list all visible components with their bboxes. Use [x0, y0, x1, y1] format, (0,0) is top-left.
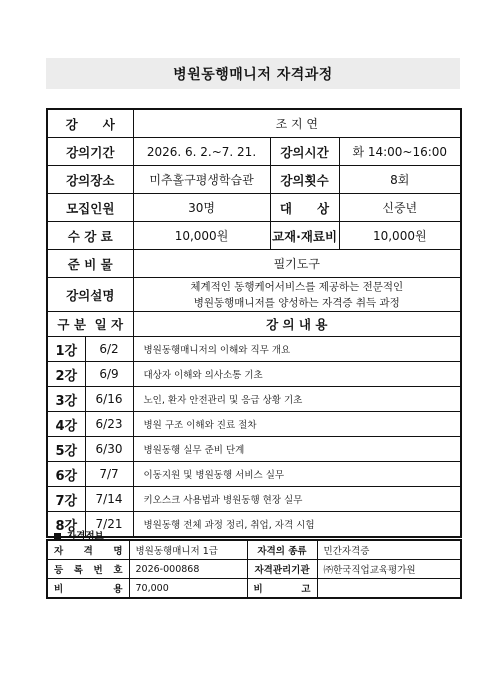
time-label: 강의시간: [270, 138, 339, 166]
place-value: 미추홀구평생학습관: [133, 166, 270, 194]
session-number: 8강: [47, 512, 85, 538]
cert-row-name: [47, 540, 461, 560]
session-content: 이동지원 및 병원동행 서비스 실무: [133, 462, 461, 487]
cert-note-label: 비 고: [247, 579, 317, 599]
place-row: [47, 166, 461, 194]
count-value: 8회: [339, 166, 461, 194]
schedule-header-left: 구 분 일 자: [47, 312, 133, 337]
instructor-row: [47, 109, 461, 138]
cert-reg-value: 2026-000868: [129, 560, 247, 579]
session-date: 6/30: [85, 437, 133, 462]
period-row: [47, 138, 461, 166]
cert-cost-value: 70,000: [129, 579, 247, 599]
desc-value: [133, 278, 461, 312]
schedule-row: [47, 512, 461, 538]
period-label: 강의기간: [47, 138, 133, 166]
schedule-row: [47, 487, 461, 512]
schedule-header-right: 강 의 내 용: [133, 312, 461, 337]
schedule-row: [47, 412, 461, 437]
place-label: 강의장소: [47, 166, 133, 194]
prep-row: [47, 250, 461, 278]
session-date: 6/9: [85, 362, 133, 387]
session-content: 키오스크 사용법과 병원동행 현장 실무: [133, 487, 461, 512]
schedule-row: [47, 337, 461, 362]
course-info-table: [46, 108, 462, 538]
capacity-label: 모집인원: [47, 194, 133, 222]
session-number: 4강: [47, 412, 85, 437]
cert-org-value: ㈜한국직업교육평가원: [317, 560, 461, 579]
capacity-value: 30명: [133, 194, 270, 222]
page-title: [46, 58, 460, 89]
session-content: 대상자 이해와 의사소통 기초: [133, 362, 461, 387]
session-content: 병원동행 실무 준비 단계: [133, 437, 461, 462]
cert-org-label: 자격관리기관: [247, 560, 317, 579]
fee-value: 10,000원: [133, 222, 270, 250]
session-number: 1강: [47, 337, 85, 362]
target-value: 신중년: [339, 194, 461, 222]
cert-reg-label: 등 록 번 호: [47, 560, 129, 579]
session-date: 6/23: [85, 412, 133, 437]
period-value: 2026. 6. 2.~7. 21.: [133, 138, 270, 166]
desc-line-1: 체계적인 동행케어서비스를 제공하는 전문적인: [190, 280, 404, 293]
session-date: 7/7: [85, 462, 133, 487]
session-content: 노인, 환자 안전관리 및 응급 상황 기초: [133, 387, 461, 412]
schedule-row: [47, 462, 461, 487]
session-number: 3강: [47, 387, 85, 412]
session-content: 병원동행매니저의 이해와 직무 개요: [133, 337, 461, 362]
session-date: 7/14: [85, 487, 133, 512]
session-date: 7/21: [85, 512, 133, 538]
session-number: 7강: [47, 487, 85, 512]
schedule-row: [47, 437, 461, 462]
session-number: 6강: [47, 462, 85, 487]
cert-kind-value: 민간자격증: [317, 540, 461, 560]
capacity-row: [47, 194, 461, 222]
desc-line-2: 병원동행매니저를 양성하는 자격증 취득 과정: [193, 296, 400, 309]
instructor-value: 조 지 연: [133, 109, 461, 138]
cert-name-value: 병원동행매니저 1급: [129, 540, 247, 560]
count-label: 강의횟수: [270, 166, 339, 194]
instructor-label: 강 사: [47, 109, 133, 138]
fee-label: 수 강 료: [47, 222, 133, 250]
time-value: 화 14:00~16:00: [339, 138, 461, 166]
cert-name-label: 자 격 명: [47, 540, 129, 560]
desc-label: 강의설명: [47, 278, 133, 312]
target-label: 대 상: [270, 194, 339, 222]
cert-row-reg: [47, 560, 461, 579]
desc-row: [47, 278, 461, 312]
schedule-row: [47, 362, 461, 387]
schedule-header-row: [47, 312, 461, 337]
fee-row: [47, 222, 461, 250]
cert-kind-label: 자격의 종류: [247, 540, 317, 560]
page-title-text: 병원동행매니저 자격과정: [173, 66, 333, 83]
prep-label: 준 비 물: [47, 250, 133, 278]
cert-cost-label: 비 용: [47, 579, 129, 599]
prep-value: 필기도구: [133, 250, 461, 278]
material-value: 10,000원: [339, 222, 461, 250]
session-date: 6/16: [85, 387, 133, 412]
session-date: 6/2: [85, 337, 133, 362]
session-content: 병원 구조 이해와 진료 절차: [133, 412, 461, 437]
cert-note-value: [317, 579, 461, 599]
session-number: 2강: [47, 362, 85, 387]
cert-row-cost: [47, 579, 461, 599]
session-content: 병원동행 전체 과정 정리, 취업, 자격 시험: [133, 512, 461, 538]
session-number: 5강: [47, 437, 85, 462]
schedule-row: [47, 387, 461, 412]
cert-section-title-text: 자격정보: [67, 531, 104, 542]
material-label: 교재·재료비: [270, 222, 339, 250]
cert-info-table: [46, 539, 462, 599]
